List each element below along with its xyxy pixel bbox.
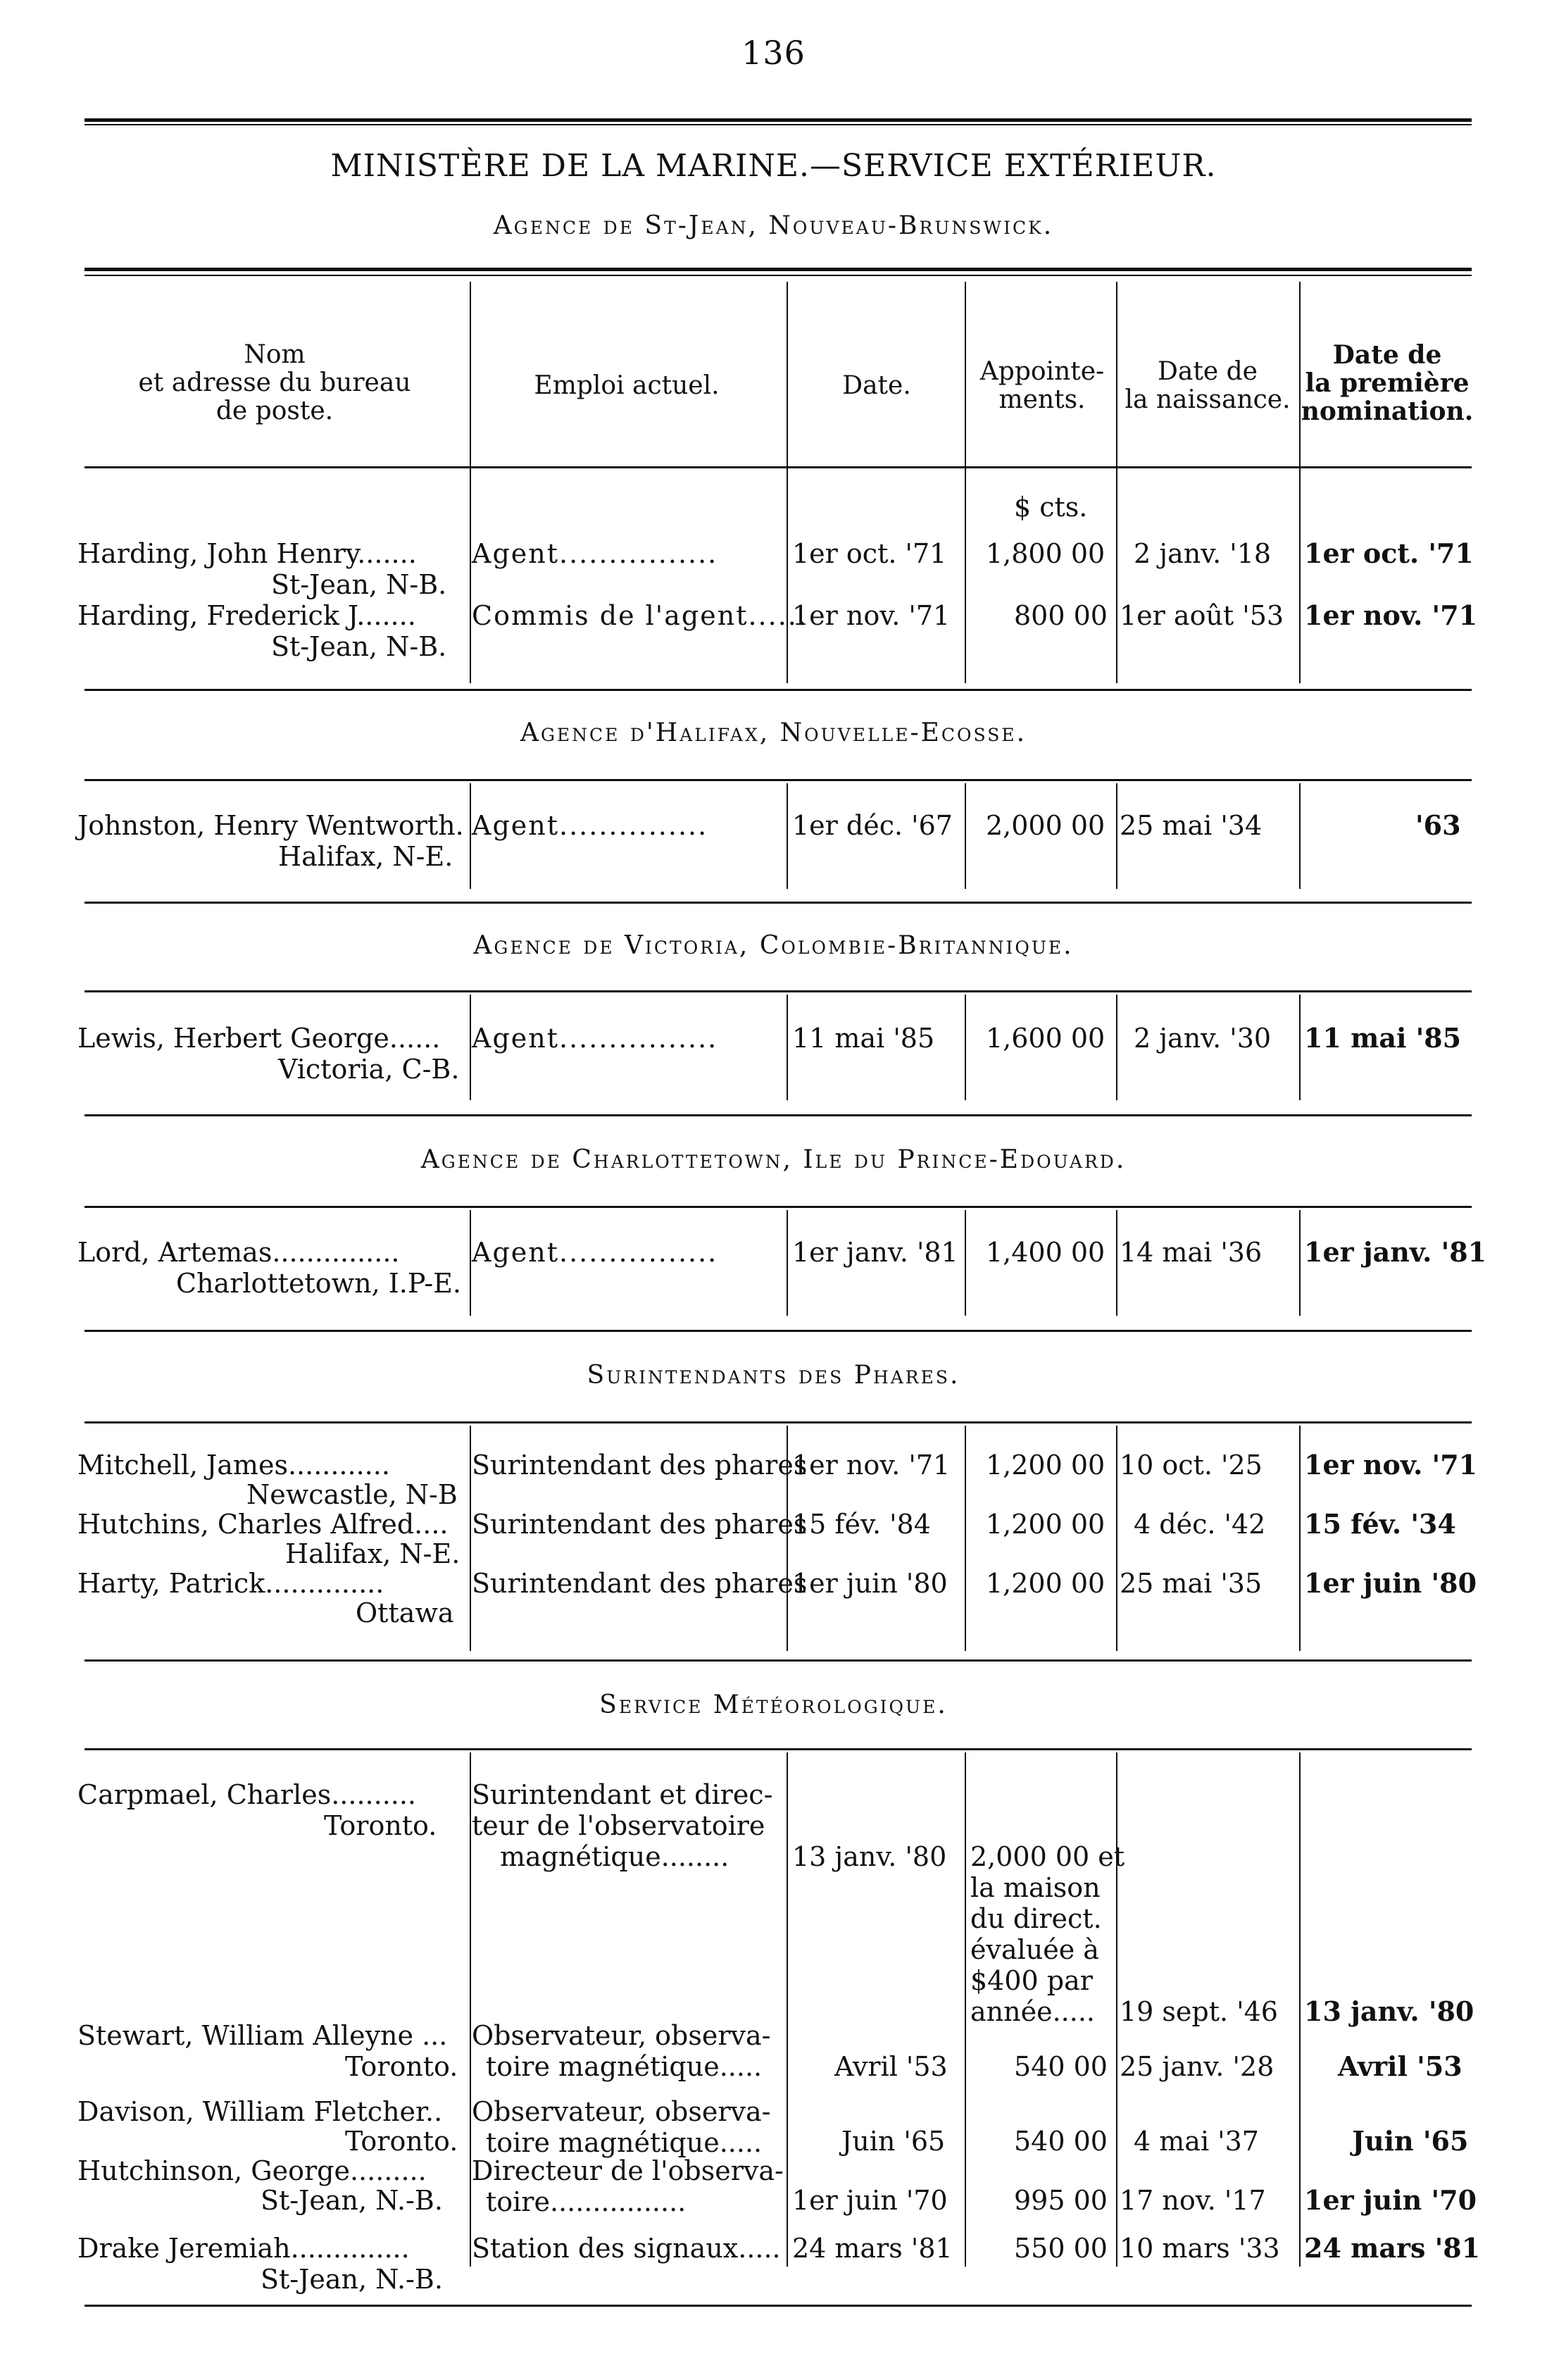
- column-divider: [470, 1210, 471, 1316]
- row-naissance: 1er août '53: [1120, 600, 1284, 631]
- row-nomination: 1er juin '70: [1304, 2184, 1477, 2216]
- row-emploi: Commis de l'agent......: [472, 600, 808, 631]
- column-divider: [1116, 1426, 1117, 1651]
- row-date: 1er janv. '81: [792, 1237, 958, 1268]
- section-rule: [84, 689, 1472, 691]
- row-emploi: Directeur de l'observa- toire................: [472, 2155, 784, 2217]
- row-date: Avril '53: [834, 2051, 948, 2082]
- row-naissance: 2 janv. '18: [1134, 538, 1272, 569]
- row-date: 1er nov. '71: [792, 1450, 951, 1481]
- row-salaire: 550 00: [1014, 2233, 1108, 2264]
- row-emploi: Surintendant des phares: [472, 1509, 808, 1540]
- column-divider: [787, 1752, 788, 2267]
- row-salaire: 1,200 00: [986, 1450, 1106, 1481]
- row-name: Lord, Artemas...............: [77, 1237, 400, 1268]
- row-emploi: Surintendant et direc- teur de l'observatoire magnétique........: [472, 1779, 773, 1872]
- page-number: 136: [741, 34, 806, 72]
- section-rule: [84, 1659, 1472, 1662]
- top-rule: [84, 118, 1472, 122]
- row-naissance: 4 mai '37: [1134, 2126, 1259, 2157]
- col-header-nomination: Date de la première nomination.: [1301, 340, 1474, 426]
- row-naissance: 10 oct. '25: [1120, 1450, 1263, 1481]
- row-place: St-Jean, N.-B.: [261, 2264, 443, 2295]
- row-name: Hutchinson, George.........: [77, 2155, 427, 2186]
- row-nomination: 1er oct. '71: [1304, 537, 1474, 569]
- row-salaire: 1,400 00: [986, 1237, 1106, 1268]
- row-naissance: 4 déc. '42: [1134, 1509, 1266, 1540]
- row-naissance: 25 mai '35: [1120, 1568, 1263, 1599]
- row-name: Drake Jeremiah..............: [77, 2233, 410, 2264]
- column-divider: [965, 282, 966, 683]
- col-header-appointements: Appointe- ments.: [979, 357, 1105, 414]
- row-nomination: Avril '53: [1338, 2050, 1463, 2082]
- row-place: Victoria, C-B.: [278, 1054, 460, 1085]
- section-rule: [84, 990, 1472, 992]
- row-emploi: Agent................: [472, 1023, 718, 1054]
- column-divider: [965, 783, 966, 889]
- section-title-charlottetown: Agence de Charlottetown, Ile du Prince-Edouard.: [420, 1145, 1127, 1174]
- row-nomination: 15 fév. '34: [1304, 1508, 1456, 1540]
- col-header-nom: Nom et adresse du bureau de poste.: [138, 340, 411, 425]
- column-divider: [787, 1210, 788, 1316]
- row-emploi: Observateur, observa- toire magnétique.....: [472, 2020, 771, 2082]
- row-name: Hutchins, Charles Alfred....: [77, 1509, 449, 1540]
- col-header-date: Date.: [842, 371, 911, 400]
- header-top-rule: [84, 268, 1472, 271]
- row-salaire: 1,600 00: [986, 1023, 1106, 1054]
- row-name: Stewart, William Alleyne ...: [77, 2020, 448, 2051]
- section-title-victoria: Agence de Victoria, Colombie-Britannique.: [473, 931, 1074, 960]
- row-date: 1er nov. '71: [792, 600, 951, 631]
- row-place: Newcastle, N-B: [246, 1479, 458, 1510]
- header-bottom-rule: [84, 466, 1472, 468]
- column-divider: [1299, 1210, 1301, 1316]
- row-place: St-Jean, N.-B.: [261, 2185, 443, 2216]
- row-emploi: Surintendant des phares: [472, 1568, 808, 1599]
- row-place: St-Jean, N-B.: [271, 569, 447, 600]
- section-rule: [84, 1206, 1472, 1208]
- column-divider: [470, 1752, 471, 2267]
- row-salaire: 1,800 00: [986, 538, 1106, 569]
- row-salaire: 540 00: [1014, 2126, 1108, 2157]
- row-name: Harding, John Henry.......: [77, 538, 417, 569]
- row-date: Juin '65: [841, 2126, 946, 2157]
- column-divider: [470, 995, 471, 1100]
- column-divider: [470, 282, 471, 683]
- row-date: 1er juin '70: [792, 2185, 948, 2216]
- column-divider: [1299, 1752, 1301, 2267]
- row-name: Lewis, Herbert George......: [77, 1023, 441, 1054]
- row-nomination: '63: [1415, 809, 1461, 841]
- row-nomination: 1er nov. '71: [1304, 1449, 1478, 1481]
- column-divider: [787, 995, 788, 1100]
- row-place: St-Jean, N-B.: [271, 631, 447, 662]
- row-place: Halifax, N-E.: [285, 1538, 461, 1569]
- row-emploi: Agent................: [472, 538, 718, 569]
- column-divider: [470, 783, 471, 889]
- row-name: Carpmael, Charles..........: [77, 1779, 417, 1810]
- column-divider: [965, 995, 966, 1100]
- row-salaire: 1,200 00: [986, 1509, 1106, 1540]
- row-nomination: 1er nov. '71: [1304, 599, 1478, 631]
- row-nomination: 11 mai '85: [1304, 1022, 1462, 1054]
- section-title-meteo: Service Météorologique.: [599, 1690, 948, 1719]
- section-title-phares: Surintendants des Phares.: [587, 1361, 960, 1390]
- col-header-naissance: Date de la naissance.: [1125, 357, 1291, 414]
- row-naissance: 19 sept. '46: [1120, 1996, 1278, 2027]
- column-divider: [965, 1210, 966, 1316]
- row-date: 24 mars '81: [792, 2233, 953, 2264]
- row-date: 13 janv. '80: [792, 1841, 947, 1872]
- row-naissance: 25 mai '34: [1120, 810, 1263, 841]
- row-nomination: 1er janv. '81: [1304, 1236, 1487, 1268]
- section-rule: [84, 902, 1472, 904]
- row-place: Toronto.: [345, 2126, 458, 2157]
- header-top-rule-thin: [84, 275, 1472, 276]
- row-salaire: 800 00: [1014, 600, 1108, 631]
- column-divider: [470, 1426, 471, 1651]
- column-divider: [965, 1426, 966, 1651]
- row-place: Charlottetown, I.P-E.: [176, 1268, 461, 1299]
- row-emploi: Station des signaux.....: [472, 2233, 781, 2264]
- row-naissance: 2 janv. '30: [1134, 1023, 1272, 1054]
- section-rule: [84, 1330, 1472, 1332]
- currency-row: $ cts.: [1014, 492, 1088, 523]
- column-divider: [1116, 1210, 1117, 1316]
- row-name: Harty, Patrick..............: [77, 1568, 384, 1599]
- row-naissance: 25 janv. '28: [1120, 2051, 1274, 2082]
- row-date: 11 mai '85: [792, 1023, 935, 1054]
- row-naissance: 14 mai '36: [1120, 1237, 1263, 1268]
- row-date: 1er oct. '71: [792, 538, 947, 569]
- row-nomination: 13 janv. '80: [1304, 1995, 1474, 2027]
- row-place: Toronto.: [324, 1810, 437, 1841]
- row-place: Ottawa: [356, 1597, 454, 1628]
- column-divider: [965, 1752, 966, 2267]
- row-name: Harding, Frederick J.......: [77, 600, 416, 631]
- row-emploi: Observateur, observa- toire magnétique.....: [472, 2096, 771, 2158]
- row-salaire: 1,200 00: [986, 1568, 1106, 1599]
- top-rule-thin: [84, 124, 1472, 125]
- row-date: 15 fév. '84: [792, 1509, 931, 1540]
- row-date: 1er déc. '67: [792, 810, 953, 841]
- row-name: Davison, William Fletcher..: [77, 2096, 443, 2127]
- column-divider: [787, 783, 788, 889]
- section-rule: [84, 779, 1472, 781]
- page-title: MINISTÈRE DE LA MARINE.—SERVICE EXTÉRIEUR.: [330, 148, 1217, 184]
- column-divider: [1116, 995, 1117, 1100]
- row-salaire: 540 00: [1014, 2051, 1108, 2082]
- col-header-emploi: Emploi actuel.: [534, 371, 720, 400]
- row-nomination: 24 mars '81: [1304, 2232, 1481, 2264]
- row-name: Johnston, Henry Wentworth.: [77, 810, 464, 841]
- row-date: 1er juin '80: [792, 1568, 948, 1599]
- column-divider: [1116, 282, 1117, 683]
- row-nomination: Juin '65: [1352, 2125, 1469, 2157]
- column-divider: [1299, 783, 1301, 889]
- row-salaire: 2,000 00: [986, 810, 1106, 841]
- row-nomination: 1er juin '80: [1304, 1567, 1477, 1599]
- row-salaire: 995 00: [1014, 2185, 1108, 2216]
- row-place: Halifax, N-E.: [278, 841, 453, 872]
- column-divider: [1299, 995, 1301, 1100]
- section-title-st-jean: Agence de St-Jean, Nouveau-Brunswick.: [493, 211, 1054, 240]
- row-naissance: 10 mars '33: [1120, 2233, 1280, 2264]
- row-naissance: 17 nov. '17: [1120, 2185, 1266, 2216]
- row-emploi: Surintendant des phares: [472, 1450, 808, 1481]
- section-rule: [84, 1114, 1472, 1116]
- row-name: Mitchell, James............: [77, 1450, 390, 1481]
- row-emploi: Agent................: [472, 1237, 718, 1268]
- section-rule: [84, 1748, 1472, 1750]
- row-salaire: 2,000 00 et la maison du direct. évaluée à $400 par année.....: [970, 1841, 1125, 2027]
- row-place: Toronto.: [345, 2051, 458, 2082]
- bottom-rule: [84, 2305, 1472, 2307]
- column-divider: [1299, 1426, 1301, 1651]
- section-title-halifax: Agence d'Halifax, Nouvelle-Ecosse.: [520, 718, 1027, 747]
- row-emploi: Agent...............: [472, 810, 708, 841]
- section-rule: [84, 1421, 1472, 1423]
- column-divider: [1116, 783, 1117, 889]
- column-divider: [1299, 282, 1301, 683]
